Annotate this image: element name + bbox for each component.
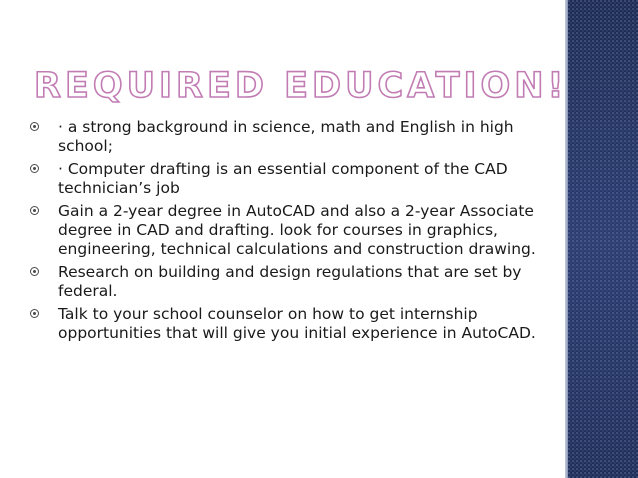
- bullet-text: Gain a 2-year degree in AutoCAD and also a 2-year Associate degree in CAD and drafting. look for courses in graphics, engineering, technical calculations and construction drawing.: [58, 202, 536, 258]
- slide-title: REQUIRED EDUCATION!: [34, 66, 568, 106]
- circle-dot-icon: [30, 164, 39, 173]
- bullet-text: Talk to your school counselor on how to get internship opportunities that will give you initial experience in AutoCAD.: [58, 305, 536, 342]
- bullet-item: [26, 160, 546, 198]
- bullet-text: · Computer drafting is an essential component of the CAD technician’s job: [58, 160, 508, 197]
- bullet-text: Research on building and design regulations that are set by federal.: [58, 263, 522, 300]
- bullet-item: [26, 263, 546, 301]
- bullet-item: [26, 202, 546, 259]
- bullet-list: [26, 118, 546, 347]
- circle-dot-icon: [30, 206, 39, 215]
- circle-dot-icon: [30, 122, 39, 131]
- bullet-item: [26, 118, 546, 156]
- circle-dot-icon: [30, 267, 39, 276]
- circle-dot-icon: [30, 309, 39, 318]
- bullet-item: [26, 305, 546, 343]
- decorative-side-panel: [568, 0, 638, 478]
- bullet-text: · a strong background in science, math and English in high school;: [58, 118, 514, 155]
